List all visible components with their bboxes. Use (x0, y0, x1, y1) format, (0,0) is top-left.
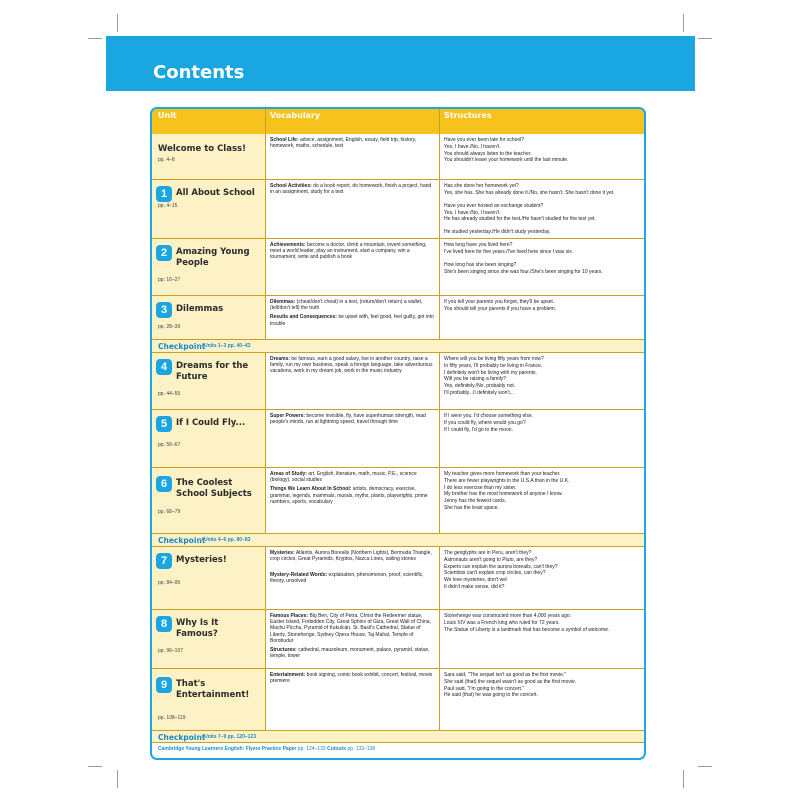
unit-cell (152, 353, 265, 409)
vocabulary-text: Super Powers: become invisible, fly, have superhuman strength, read people's minds, run at lightning speed, travel through time (270, 413, 426, 426)
crop-mark (88, 38, 102, 39)
vocabulary-cell (265, 547, 439, 609)
structure-text: She's been singing since she was four./She's been singing for 10 years. (444, 268, 603, 275)
crop-mark (683, 14, 684, 32)
structure-text: Stonehenge was constructed more than 4,000 years ago. (444, 613, 572, 619)
structure-text: How long have you lived here? (444, 242, 513, 248)
footer-practice-paper: Cambridge Young Learners English: Flyers Practice Paper pp. 124–132 Cutouts pp. 133–138 (158, 746, 376, 752)
unit-title: If I Could Fly... (176, 418, 246, 428)
crop-mark (117, 14, 118, 32)
unit-pages: pp. 68–79 (158, 509, 181, 515)
unit-title: Mysteries! (176, 555, 227, 565)
crop-mark (117, 770, 118, 788)
unit-number-badge: 8 (156, 616, 172, 632)
structure-text: Paul said, "I'm going to the concert." (444, 685, 525, 692)
structure-text: It didn't make sense, did it? (444, 584, 505, 590)
structure-text: Yes, I have./No, I haven't. (444, 209, 501, 216)
vocabulary-text: Mysteries: Atlantis, Aurora Borealis (Northern Lights), Bermuda Triangle, crop circles, Great Pyramids, Kryptos, Nazca Lines, sailing stones (270, 550, 432, 563)
vocabulary-cell (265, 353, 439, 409)
checkpoint-units: Units 7–9 pp. 120–123 (204, 734, 256, 740)
unit-number-badge: 6 (156, 476, 172, 492)
structure-text: He has already studied for the test./He hasn't studied for the test yet. (444, 216, 596, 223)
structure-text: If I were you, I'd choose something else. (444, 413, 534, 419)
structure-text: She has the least space. (444, 505, 499, 511)
structure-text: Scientists can't explain crop circles, can they? (444, 570, 546, 577)
structure-text: How long has she been singing? (444, 261, 517, 268)
structure-text: She said (that) the sequel wasn't as good as the first movie. (444, 678, 577, 685)
structures-cell (439, 468, 644, 533)
vocabulary-text: School Life: advice, assignment, English, essay, field trip, history, homework, maths, schedule, test (270, 137, 417, 150)
structure-text: Yes, I have./No, I haven't. (444, 143, 501, 150)
structure-text: Sara said, "The sequel isn't as good as the first movie." (444, 672, 567, 678)
structure-text: I've lived here for five years./I've lived here since I was six. (444, 248, 574, 255)
vocabulary-text: Achievements: become a doctor, climb a mountain, invent something, meet a world leader, play an instrument, start a company, win a tournament, write and publish a book (270, 242, 427, 261)
unit-cell (152, 468, 265, 533)
unit-pages: pp. 84–95 (158, 580, 181, 586)
unit-row (152, 134, 644, 180)
checkpoint-row (152, 731, 644, 743)
structure-text: If you could fly, where would you go? (444, 419, 526, 426)
structure-text: Louis XIV was a French king who ruled for 72 years. (444, 619, 560, 626)
unit-cell (152, 547, 265, 609)
structure-text: Has she done her homework yet? (444, 183, 519, 189)
structures-cell (439, 410, 644, 467)
contents-table (150, 107, 646, 760)
unit-title: That's Entertainment! (176, 679, 250, 700)
structure-text: Astronauts aren't going to Pluto, are they? (444, 556, 538, 563)
structure-text: You shouldn't leave your homework until the last minute. (444, 157, 569, 164)
unit-cell (152, 180, 265, 238)
unit-row (152, 353, 644, 410)
vocabulary-cell (265, 134, 439, 179)
unit-title: Dreams for the Future (176, 361, 249, 382)
vocabulary-text: School Activities: do a book report, do homework, finish a project, hand in an assignment, study for a test (270, 183, 432, 196)
vocabulary-cell (265, 610, 439, 668)
unit-title: The Coolest School Subjects (176, 478, 252, 499)
checkpoint-row (152, 340, 644, 353)
contents-header-bar (106, 36, 695, 91)
unit-number-badge: 2 (156, 245, 172, 261)
unit-cell (152, 239, 265, 295)
vocabulary-text: Mystery-Related Words: explanation, phenomenon, proof, scientific, theory, unsolved (270, 571, 424, 584)
unit-row (152, 468, 644, 534)
unit-pages: pp. 44–55 (158, 391, 181, 397)
vocabulary-cell (265, 468, 439, 533)
unit-cell (152, 669, 265, 730)
checkpoint-row (152, 534, 644, 547)
unit-pages: pp. 108–119 (158, 715, 186, 721)
header-vocabulary: Vocabulary (270, 111, 321, 120)
structures-cell (439, 610, 644, 668)
structure-text: Yes, definitely./No, probably not. (444, 383, 516, 390)
structure-text: There are fewer playwrights in the U.S.A than in the U.K. (444, 477, 570, 484)
unit-pages: pp. 4–8 (158, 157, 175, 163)
vocabulary-text: Results and Consequences: be upset with, feel good, feel guilty, get into trouble (270, 314, 434, 327)
structures-cell (439, 239, 644, 295)
structure-text: Yes, she has. She has already done it./No, she hasn't. She hasn't done it yet. (444, 189, 615, 196)
crop-mark (698, 766, 712, 767)
structure-text: Where will you be living fifty years from now? (444, 356, 544, 362)
unit-title: Welcome to Class! (158, 144, 246, 154)
crop-mark (683, 770, 684, 788)
structure-text: He said (that) he was going to the concert. (444, 692, 538, 699)
checkpoint-label: Checkpoint (158, 733, 206, 742)
vocabulary-text: Structures: cathedral, mausoleum, monument, palace, pyramid, statue, temple, tower (270, 647, 430, 660)
structure-text: He studied yesterday./He didn't study yesterday. (444, 229, 551, 236)
vocabulary-cell (265, 669, 439, 730)
structures-cell (439, 353, 644, 409)
checkpoint-units: Units 1–3 pp. 40–43 (204, 343, 251, 349)
structure-text: I'll probably.../I definitely won't... (444, 390, 514, 396)
checkpoint-units: Units 4–6 pp. 80–83 (204, 537, 251, 543)
unit-cell (152, 610, 265, 668)
unit-row (152, 239, 644, 296)
structure-text: Will you be raising a family? (444, 376, 506, 383)
unit-title: Amazing Young People (176, 247, 250, 268)
unit-number-badge: 5 (156, 416, 172, 432)
unit-title: All About School (176, 188, 255, 198)
unit-row (152, 180, 644, 239)
unit-pages: pp. 28–39 (158, 324, 181, 330)
unit-row (152, 610, 644, 669)
header-structures: Structures (444, 111, 492, 120)
crop-mark (88, 766, 102, 767)
structure-text: You should always listen to the teacher. (444, 150, 532, 157)
unit-row (152, 669, 644, 731)
page-title: Contents (153, 62, 245, 83)
unit-pages: pp. 16–27 (158, 277, 181, 283)
unit-number-badge: 1 (156, 186, 172, 202)
unit-row (152, 547, 644, 610)
unit-pages: pp. 4–15 (158, 203, 178, 209)
unit-title: Why Is It Famous? (176, 618, 219, 639)
unit-cell (152, 296, 265, 339)
structure-text: You should tell your parents if you have a problem. (444, 305, 557, 312)
vocabulary-cell (265, 239, 439, 295)
unit-cell (152, 410, 265, 467)
vocabulary-text: Entertainment: book signing, comic book exhibit, concert, festival, movie premiere (270, 672, 433, 685)
structure-text: Have you ever been late for school? (444, 137, 525, 143)
structure-text: If you tell your parents you forgot, they'll be upset. (444, 299, 555, 305)
structure-text: We love mysteries, don't we! (444, 577, 508, 584)
unit-number-badge: 7 (156, 553, 172, 569)
structures-cell (439, 669, 644, 730)
vocabulary-cell (265, 296, 439, 339)
unit-pages: pp. 96–107 (158, 648, 184, 654)
unit-pages: pp. 56–67 (158, 442, 181, 448)
structure-text: Have you ever hosted an exchange student? (444, 202, 544, 209)
unit-row (152, 296, 644, 340)
checkpoint-label: Checkpoint (158, 536, 206, 545)
vocabulary-text: Things We Learn About In School: artists, democracy, exercise, grammar, legends, mammals, murals, myths, plants, playwrights, prime numbers, sports, vocabulary (270, 486, 428, 505)
checkpoint-label: Checkpoint (158, 342, 206, 351)
unit-number-badge: 9 (156, 677, 172, 693)
unit-cell (152, 134, 265, 179)
unit-title: Dilemmas (176, 304, 224, 314)
vocabulary-text: Dreams: be famous, earn a good salary, live in another country, raise a family, run my own business, speak a foreign language, take adventurous vacations, work in my dream job, work in the music industry (270, 356, 433, 375)
structure-text: If I could fly, I'd go to the moon. (444, 426, 513, 433)
header-unit: Unit (158, 111, 177, 120)
structure-text: Jenny has the fewest cards. (444, 498, 506, 505)
structures-cell (439, 296, 644, 339)
structure-text: In fifty years, I'll probably be living in France. (444, 362, 543, 369)
structures-cell (439, 547, 644, 609)
structure-text: The geoglyphs are in Peru, aren't they? (444, 550, 532, 556)
unit-row (152, 410, 644, 468)
structure-text: I do less exercise than my sister. (444, 484, 517, 491)
structure-text: My teacher gives more homework than your teacher. (444, 471, 561, 477)
structure-text: The Statue of Liberty is a landmark that has become a symbol of welcome. (444, 626, 610, 633)
table-header (152, 109, 644, 134)
structure-text: My brother has the most homework of anyone I know. (444, 491, 563, 498)
unit-number-badge: 4 (156, 359, 172, 375)
structure-text: Experts can explain the aurora borealis, can't they? (444, 563, 558, 570)
crop-mark (698, 38, 712, 39)
structures-cell (439, 134, 644, 179)
vocabulary-text: Famous Places: Big Ben, City of Petra, Christ the Redeemer statue, Easter Island, Forbidden City, Great Sphinx of Giza, Great Wall of China, Machu Picchu, Pyramid of Kukulcán, St. Basil's Cathedral, Statue of Liberty, Stonehenge, Sydney Opera House, Taj Mahal, Temple of Borobudur (270, 613, 431, 644)
vocabulary-cell (265, 410, 439, 467)
vocabulary-text: Areas of Study: art, English, literature, math, music, P.E., science (biology), social studies (270, 471, 417, 484)
structures-cell (439, 180, 644, 238)
unit-number-badge: 3 (156, 302, 172, 318)
vocabulary-cell (265, 180, 439, 238)
vocabulary-text: Dilemmas: (cheat/don't cheat) in a test, (return/don't return) a wallet, (tell/don't tell) the truth (270, 299, 423, 312)
structure-text: I definitely won't be living with my parents. (444, 369, 537, 376)
